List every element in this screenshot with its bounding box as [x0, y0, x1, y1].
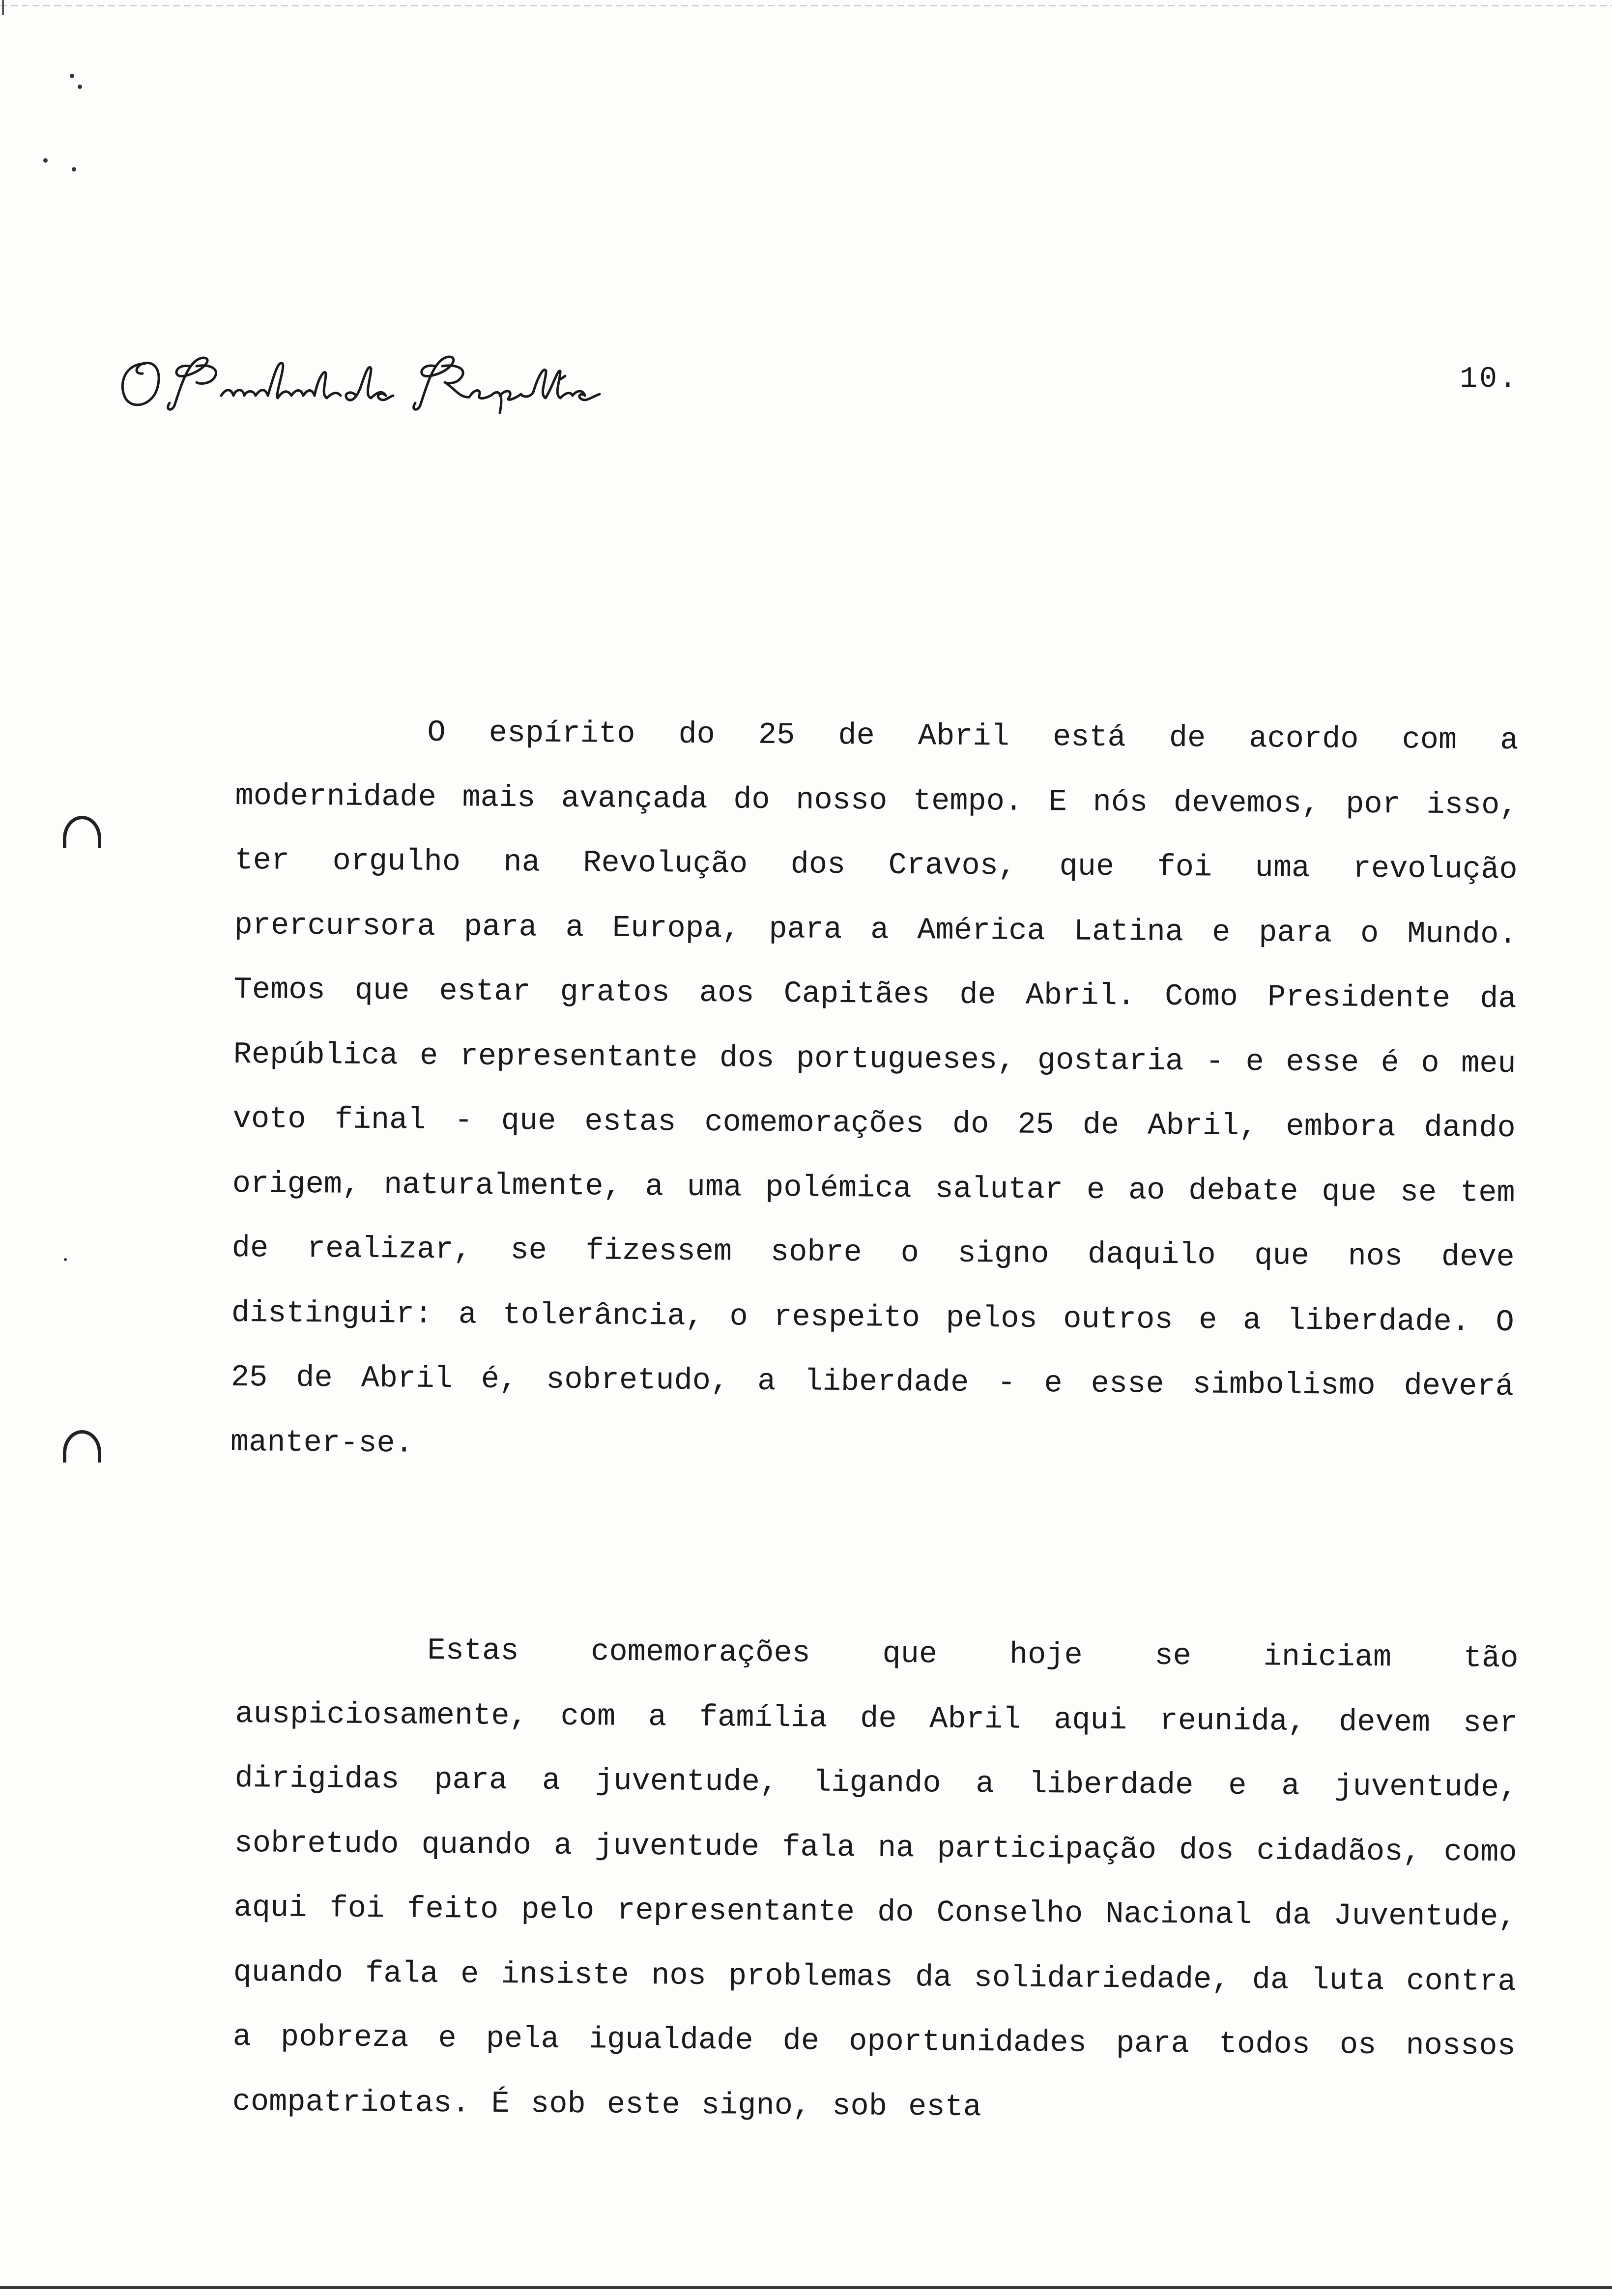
letterhead-script-logo: [115, 349, 695, 418]
scan-speck: [64, 1258, 67, 1261]
scan-speck: [78, 85, 82, 89]
scan-top-edge: [0, 5, 1612, 6]
scan-speck: [72, 167, 76, 172]
scan-left-mark: [2, 0, 4, 15]
scan-speck: [43, 158, 48, 163]
punch-hole: [63, 816, 101, 848]
scan-bottom-edge: [0, 2286, 1612, 2289]
body-paragraph-2: Estas comemorações que hoje se iniciam tão auspiciosamente, com a família de Abril aqui reunida, devem ser dirigidas para a juventude, ligando a liberdade e a juventude, sobretudo quando a juventude fala na participação dos cidadãos, como aqui foi feito pelo representante do Conselho Nacional da Juventude, quando fala e insiste nos problemas da solidariedade, da luta contra a pobreza e pela igualdade de oportunidades para todos os nossos compatriotas. É sob este signo, sob esta: [232, 1633, 1519, 2124]
page-number: 10.: [1459, 363, 1519, 396]
letterhead-signature-icon: [115, 349, 695, 418]
body-paragraph-1: O espírito do 25 de Abril está de acordo com a modernidade mais avançada do nosso tempo. E nós devemos, por isso, ter orgulho na Revolução dos Cravos, que foi uma revolução prercursora para a Europa, para a América Latina e para o Mundo. Temos que estar gratos aos Capitães de Abril. Como Presidente da República e representante dos portugueses, gostaria - e esse é o meu voto final - que estas comemorações do 25 de Abril, embora dando origem, naturalmente, a uma polémica salutar e ao debate que se tem de realizar, se fizessem sobre o signo daquilo que nos deve distinguir: a tolerância, o respeito pelos outros e a liberdade. O 25 de Abril é, sobretudo, a liberdade - e esse simbolismo deverá manter-se.: [230, 715, 1519, 1461]
punch-hole: [63, 1430, 101, 1463]
scan-speck: [70, 74, 74, 78]
